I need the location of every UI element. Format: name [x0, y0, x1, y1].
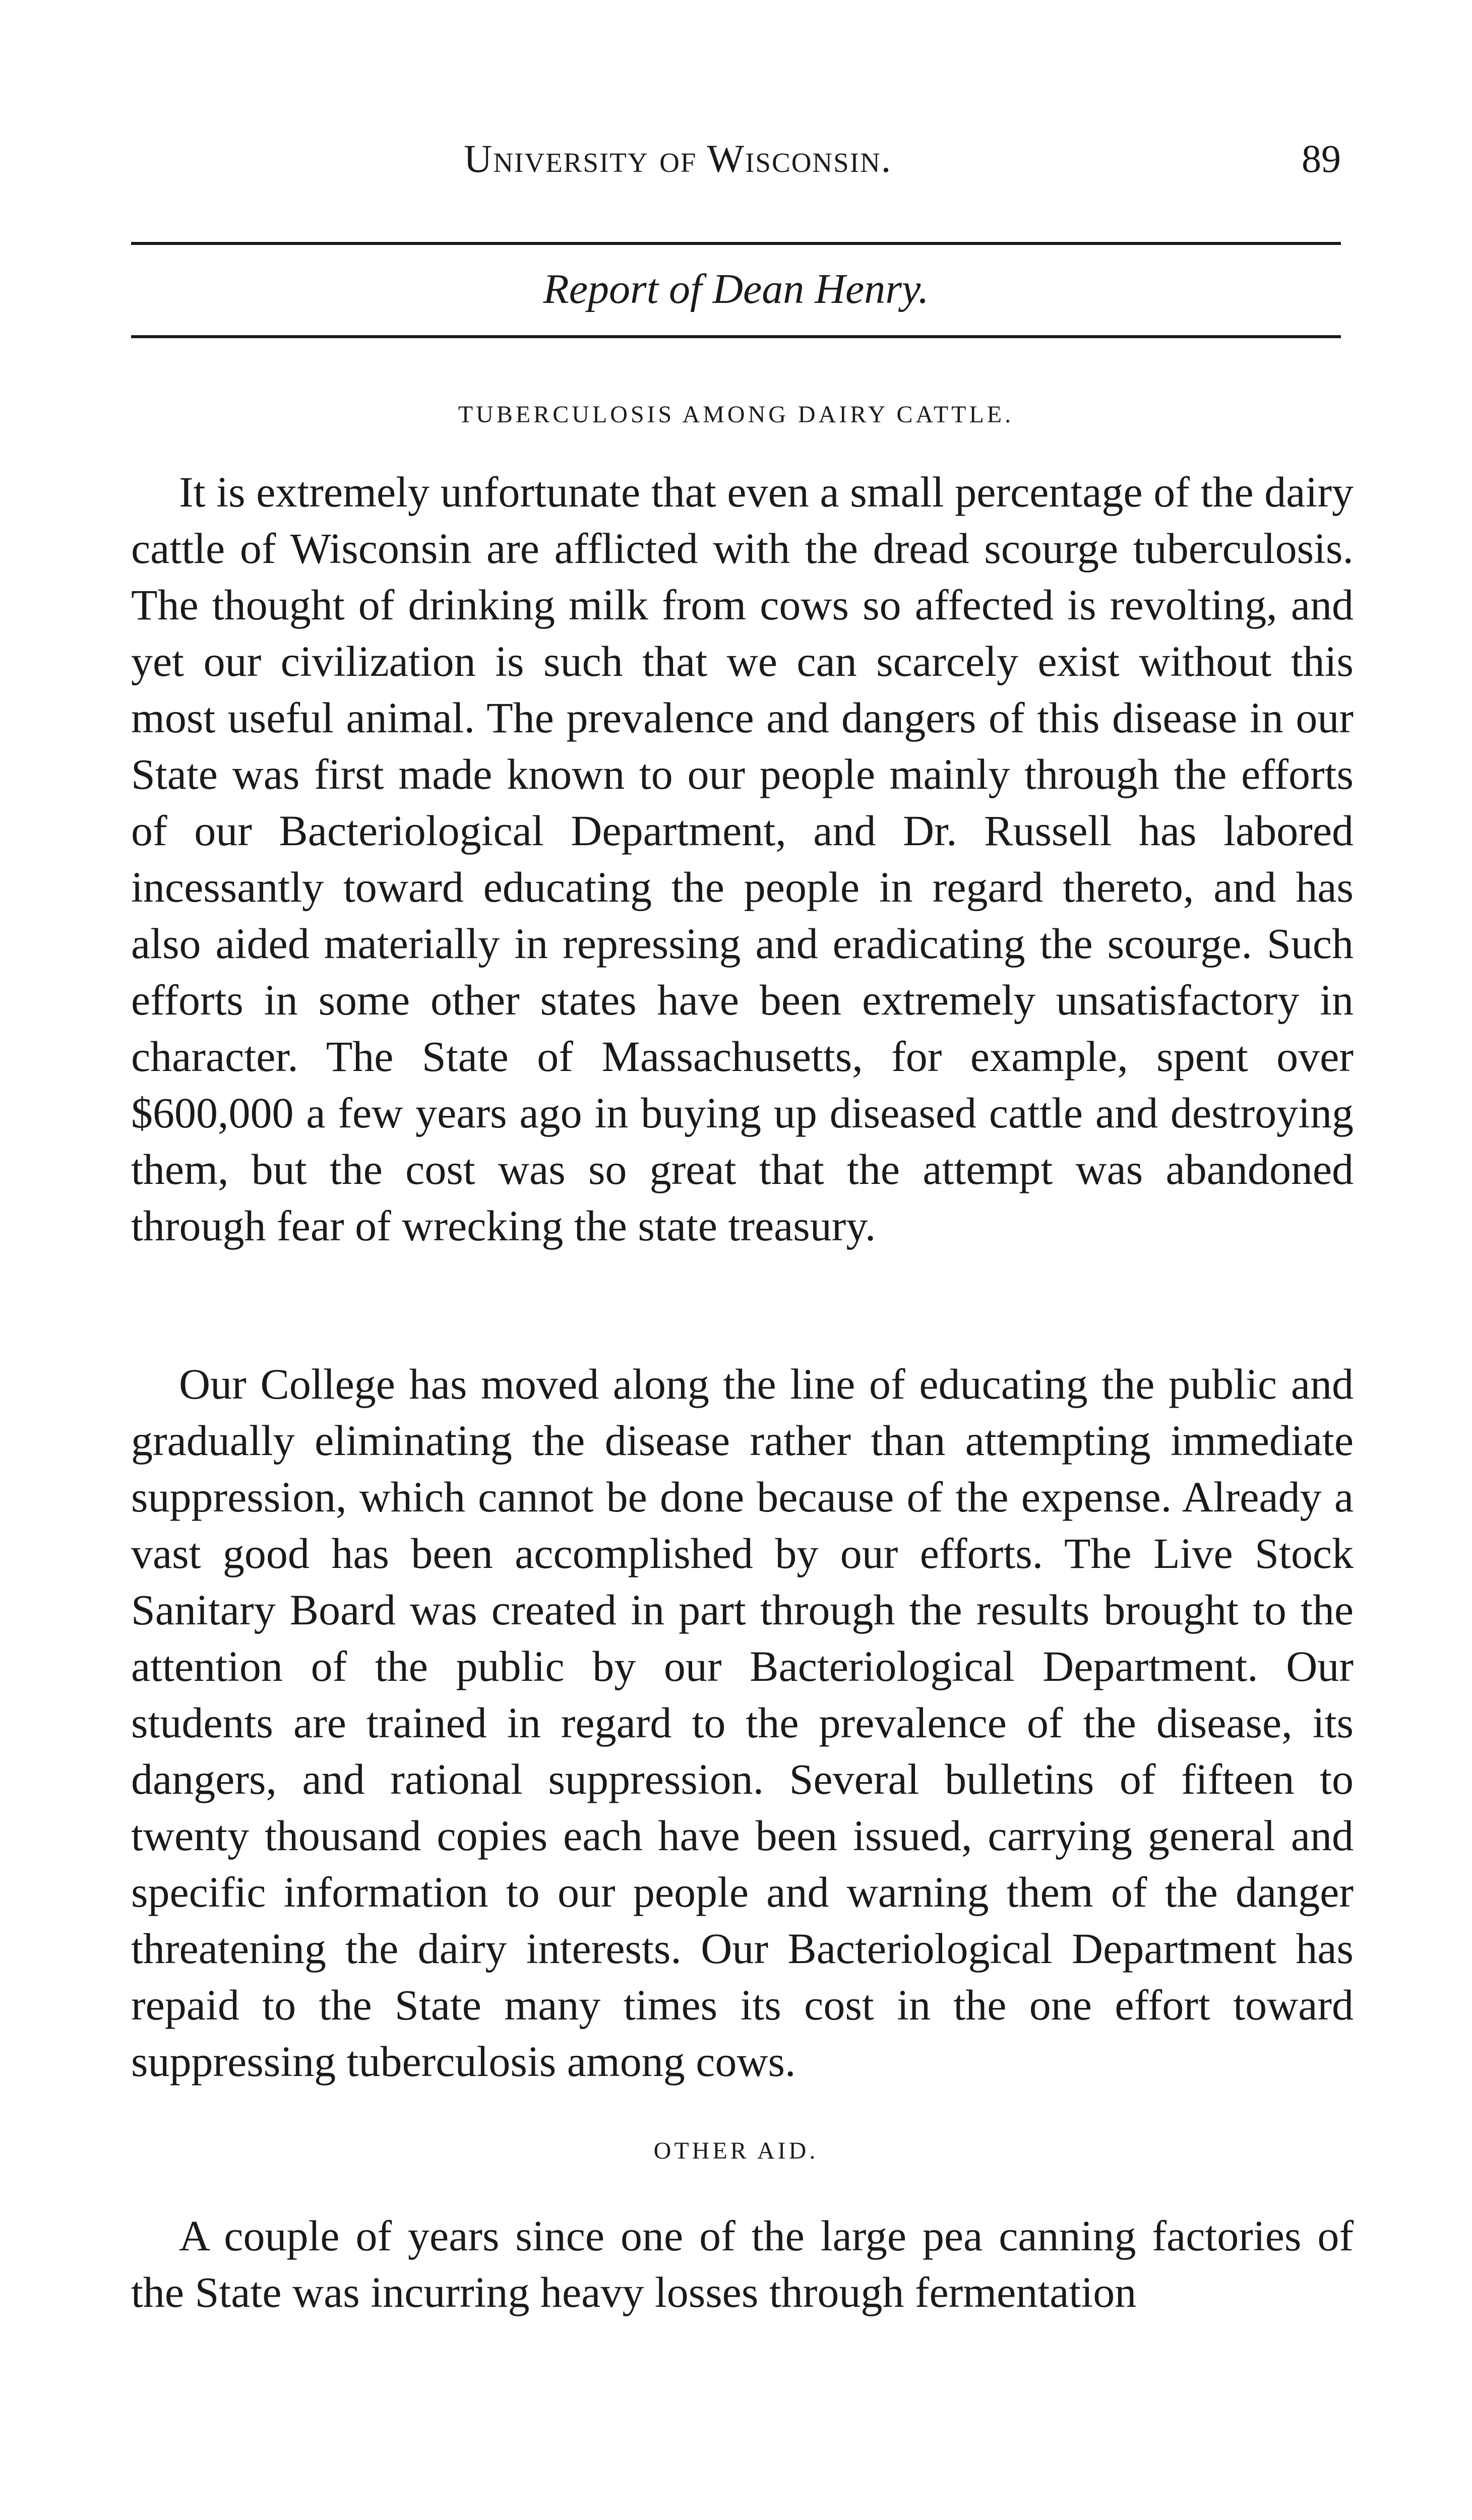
report-heading: Report of Dean Henry.: [543, 266, 929, 312]
section-heading-other-aid: OTHER AID.: [653, 2137, 819, 2164]
page-number: 89: [1302, 137, 1341, 180]
paragraph-tuberculosis-1: It is extremely unfortunate that even a small percentage of the dairy cattle of Wisconsin are afflicted with the dread scourge tuberculosis. The thought of drinking milk from cows so affected is revolting, and yet our civilization is such that we can scarcely exist without this most useful animal. The prevalence and dangers of this disease in our State was first made known to our people mainly through the efforts of our Bacteriological Department, and Dr. Russell has labored incessantly toward educating the people in regard thereto, and has also aided materially in repressing and eradicating the scourge. Such efforts in some other states have been extremely unsatisfactory in character. The State of Massachusetts, for example, spent over $600,000 a few years ago in buying up diseased cattle and destroying them, but the cost was so great that the attempt was abandoned through fear of wrecking the state treasury.: [131, 468, 1354, 1250]
running-title: University of Wisconsin.: [464, 137, 892, 180]
header-rule-bottom: [131, 335, 1341, 338]
paragraph-tuberculosis-2: Our College has moved along the line of educating the public and gradually eliminating the disease rather than attempting immediate suppression, which cannot be done because of the expense. Already a vast good has been accomplished by our efforts. The Live Stock Sanitary Board was created in part through the results brought to the attention of the public by our Bacteriological Department. Our students are trained in regard to the prevalence of the disease, its dangers, and rational suppression. Several bulletins of fifteen to twenty thousand copies each have been issued, carrying general and specific information to our people and warning them of the danger threatening the dairy interests. Our Bacteriological Department has repaid to the State many times its cost in the one effort toward suppressing tuberculosis among cows.: [131, 1360, 1354, 2086]
header-rule-top: [131, 242, 1341, 245]
section-heading-tuberculosis: TUBERCULOSIS AMONG DAIRY CATTLE.: [458, 401, 1014, 428]
paragraph-other-aid-1: A couple of years since one of the large pea canning factories of the State was incurring heavy losses through fermentation: [131, 2212, 1354, 2316]
running-head: [131, 136, 1341, 197]
